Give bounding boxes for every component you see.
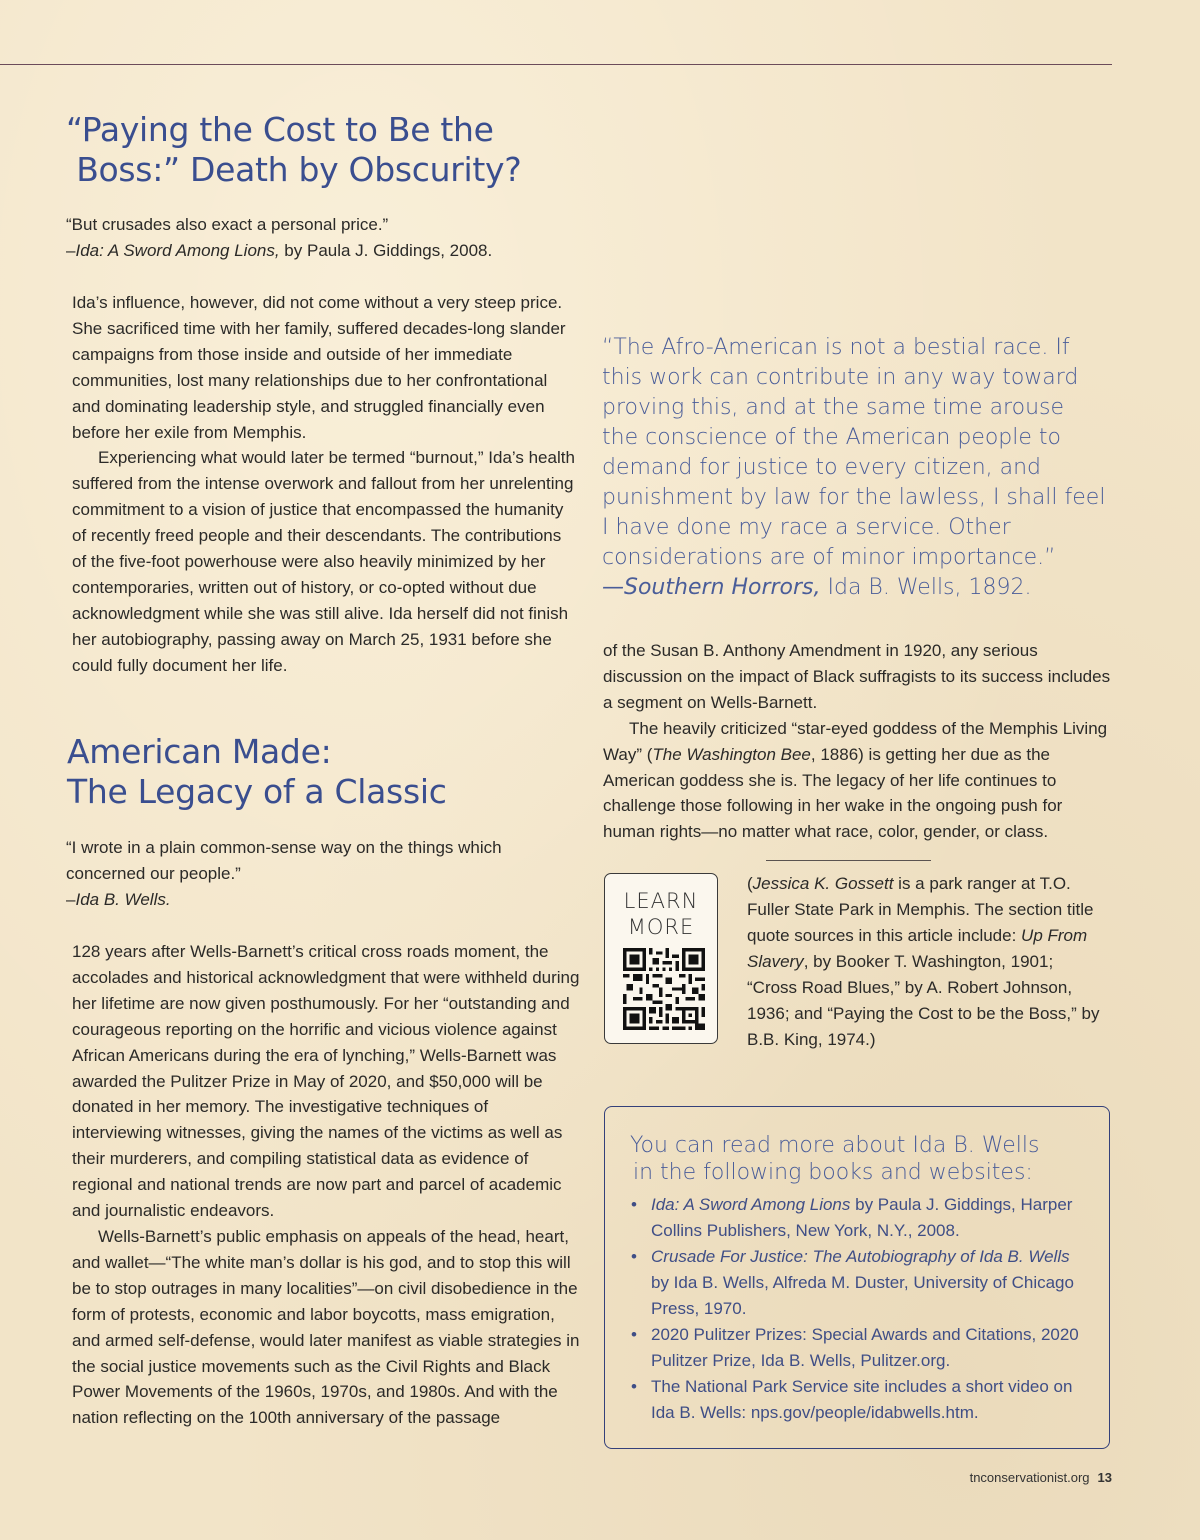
title-line: You can read more about Ida B. Wells (630, 1133, 1040, 1158)
dash: – (66, 241, 76, 260)
author-name: Ida B. Wells. (75, 890, 171, 909)
body-paragraph: Experiencing what would later be termed “burnout,” Ida’s health suffered from the intense overwork and fallout from her unrelenting commitment to a vision of justice that encompassed the humanity of recently freed people and their descendants. The contributions of the five-foot powerhouse were also heavily minimized by her contemporaries, written out of history, or co-opted without due acknowledgment while she was still alive. Ida herself did not finish her autobiography, passing away on March 25, 1931 before she could fully document her life. (72, 448, 575, 675)
learn-label: LEARN (623, 889, 699, 913)
list-item (631, 1322, 1081, 1374)
publication-title: The Washington Bee (652, 744, 811, 764)
title-line: in the following books and websites: (633, 1160, 1033, 1185)
book-title: Ida: A Sword Among Lions, (75, 241, 280, 260)
author-name: Jessica K. Gossett (752, 874, 894, 893)
dash: – (66, 890, 76, 909)
further-reading-list (631, 1192, 1081, 1426)
epigraph-giddings (66, 212, 586, 264)
bullet: • (631, 1325, 637, 1344)
further-reading-box (604, 1106, 1110, 1449)
section2-body (72, 939, 580, 1431)
text-run: , by Booker T. Washington, 1901; “Cross Road Blues,” by A. Robert Johnson, 1936; and “Paying the Cost to be the Boss,” by B.B. King, 1974.) (747, 952, 1100, 1049)
text-run: ( (747, 874, 753, 893)
right-column-body (603, 638, 1115, 845)
author-bio (747, 871, 1107, 1053)
epigraph-wells (66, 835, 552, 913)
section-heading-paying-the-cost (66, 110, 566, 190)
body-paragraph: Ida’s influence, however, did not come without a very steep price. She sacrificed time with her family, suffered decades-long slander campaigns from those inside and outside of her immediate communities, lost many relationships due to her confrontational and dominating leadership style, and struggled financially even before her exile from Memphis. (72, 293, 566, 442)
epigraph-quote: “But crusades also exact a personal price.” (66, 215, 389, 234)
body-paragraph: Wells-Barnett’s public emphasis on appeals of the head, heart, and wallet—“The white man’s dollar is his god, and to stop this will be to stop outrages in many localities”—on civil disobedience in the form of protests, economic and labor boycotts, mass emigration, and armed self-defense, would later manifest as viable strategies in the social justice movements such as the Civil Rights and Black Power Movements of the 1960s, 1970s, and 1980s. And with the nation reflecting on the 100th anniversary of the passage (72, 1226, 580, 1428)
text-run: by Ida B. Wells, Alfreda M. Duster, University of Chicago Press, 1970. (651, 1273, 1074, 1318)
heading-line: Boss:” Death by Obscurity? (66, 150, 522, 189)
learn-more-card[interactable] (604, 873, 718, 1044)
text-run: The National Park Service site includes a short video on Ida B. Wells: nps.gov/people/idabwells.htm. (651, 1377, 1073, 1422)
heading-line: “Paying the Cost to Be the (66, 110, 494, 149)
epigraph-attribution (66, 238, 586, 264)
text-run: The heavily criticized “star-eyed goddess of the Memphis Living Way” ( (603, 718, 1108, 764)
top-rule (0, 64, 1112, 65)
pull-quote-source (602, 573, 1107, 603)
text-run: by Paula J. Giddings, Harper Collins Publishers, New York, N.Y., 2008. (651, 1195, 1073, 1240)
page-footer (970, 1470, 1112, 1485)
epigraph-quote: “I wrote in a plain common-sense way on the things which concerned our people.” (66, 838, 502, 883)
bullet: • (631, 1195, 637, 1214)
attribution-rest: by Paula J. Giddings, 2008. (279, 241, 493, 260)
book-title: Crusade For Justice: The Autobiography of Ida B. Wells (651, 1247, 1070, 1266)
bullet: • (631, 1247, 637, 1266)
list-item (631, 1244, 1081, 1322)
divider-rule (766, 860, 931, 861)
pull-quote (602, 333, 1107, 603)
section-heading-american-made (67, 732, 567, 812)
bullet: • (631, 1377, 637, 1396)
pull-quote-text: “The Afro-American is not a bestial race. If this work can contribute in any way toward proving this, and at the same time arouse the conscience of the American people to demand for justice to every citizen, and punishment by law for the lawless, I shall feel I have done my race a service. Other considerations are of minor importance.” (602, 335, 1106, 570)
text-run: , 1886) is getting her due as the American goddess she is. The legacy of her life continues to challenge those following in her wake in the ongoing push for human rights—no matter what race, color, gender, or class. (603, 744, 1063, 842)
bio-paragraph (747, 871, 1107, 1053)
list-item (631, 1192, 1081, 1244)
epigraph-attribution (66, 887, 552, 913)
body-paragraph: of the Susan B. Anthony Amendment in 1920, any serious discussion on the impact of Black suffragists to its success includes a segment on Wells-Barnett. (603, 641, 1111, 712)
heading-line: The Legacy of a Classic (67, 772, 447, 811)
list-item (631, 1374, 1081, 1426)
footer-site: tnconservationist.org (969, 1470, 1090, 1485)
body-paragraph (603, 716, 1115, 846)
source-title: —Southern Horrors, (602, 575, 821, 600)
heading-line: American Made: (67, 732, 332, 771)
further-reading-title (630, 1132, 1100, 1186)
qr-code-icon[interactable] (623, 948, 705, 1030)
source-rest: Ida B. Wells, 1892. (820, 575, 1032, 600)
section1-body (72, 290, 580, 679)
body-paragraph: 128 years after Wells-Barnett’s critical cross roads moment, the accolades and historical acknowledgment that were withheld during her lifetime are now given posthumously. For her “outstanding and courageous reporting on the horrific and vicious violence against African Americans during the era of lynching,” Wells-Barnett was awarded the Pulitzer Prize in May of 2020, and $50,000 will be donated in her memory. The investigative techniques of interviewing witnesses, giving the names of the victims as well as their murderers, and compiling statistical data as evidence of regional and national trends are now part and parcel of academic and journalistic endeavors. (72, 942, 580, 1221)
page-number: 13 (1097, 1470, 1112, 1485)
text-run: 2020 Pulitzer Prizes: Special Awards and Citations, 2020 Pulitzer Prize, Ida B. Wells, Pulitzer.org. (651, 1325, 1079, 1370)
more-label: MORE (627, 915, 695, 939)
text-run: is a park ranger at T.O. Fuller State Park in Memphis. The section title quote sources in this article include: (747, 874, 1094, 945)
book-title: Ida: A Sword Among Lions (651, 1195, 851, 1214)
book-title: Up From Slavery (747, 926, 1088, 971)
